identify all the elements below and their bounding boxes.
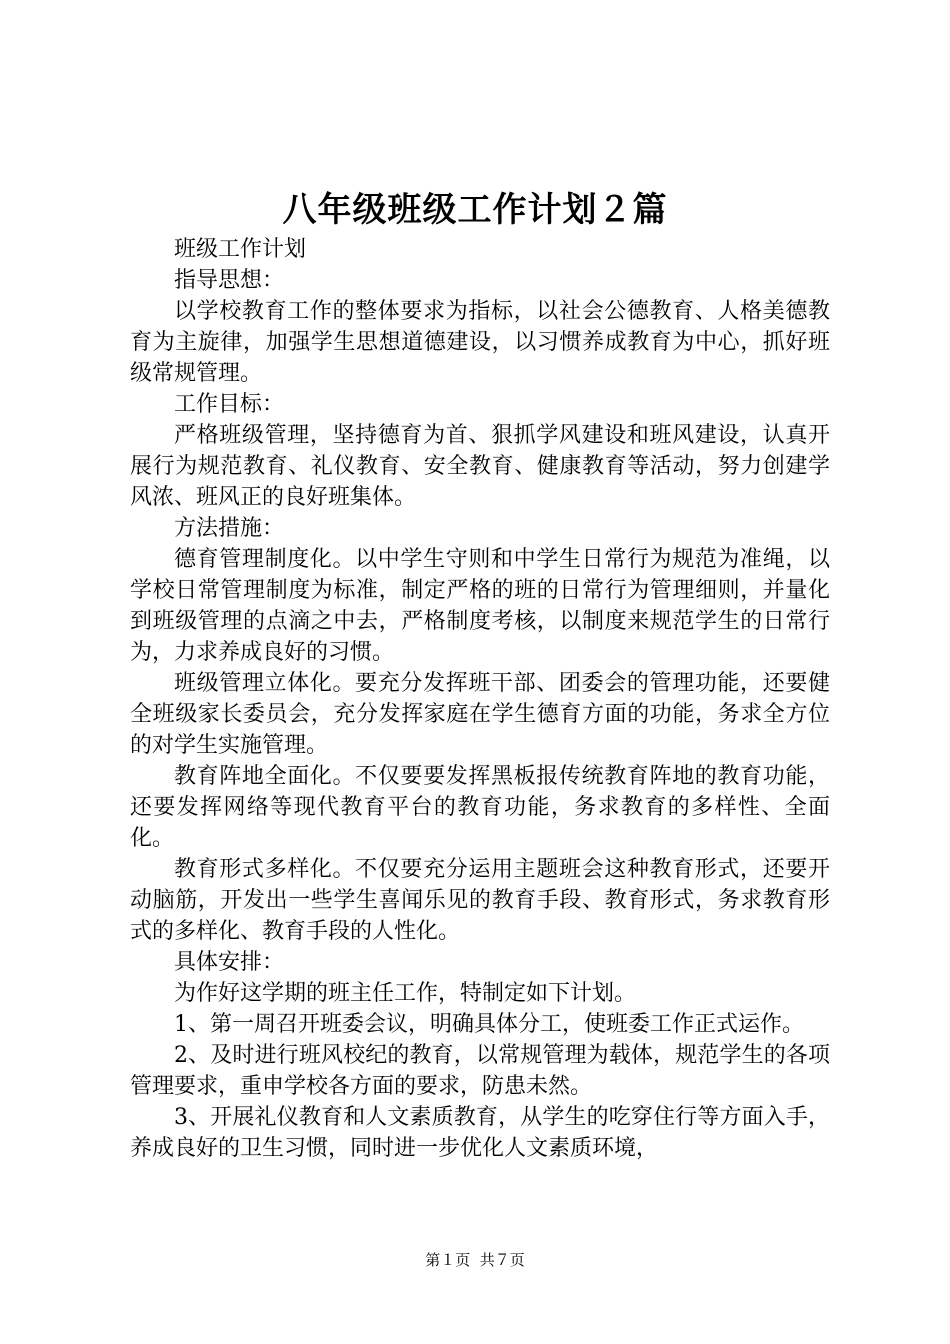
paragraph-methods-heading: 方法措施： (174, 516, 285, 541)
paragraph: 德育管理制度化。以中学生守则和中学生日常行为规范为准绳，以学校日常管理制度为标准，制定严格的班的日常行为管理细则，并量化到班级管理的点滴之中去，严格制度考核，以制度来规范学生的日常行为，力求养成良好的习惯。 (130, 547, 830, 665)
paragraph: 教育形式多样化。不仅要充分运用主题班会这种教育形式，还要开动脑筋，开发出一些学生喜闻乐见的教育手段、教育形式，务求教育形式的多样化、教育手段的人性化。 (130, 857, 830, 944)
paragraph-arrangement-heading: 具体安排： (174, 950, 285, 975)
paragraph: 严格班级管理，坚持德育为首、狠抓学风建设和班风建设，认真开展行为规范教育、礼仪教育、安全教育、健康教育等活动，努力创建学风浓、班风正的良好班集体。 (130, 423, 830, 510)
paragraph-guiding-ideology-heading: 指导思想： (174, 268, 285, 293)
paragraph-section-heading: 班级工作计划 (174, 237, 307, 262)
list-item: 1、第一周召开班委会议，明确具体分工，使班委工作正式运作。 (174, 1012, 804, 1037)
document-body (130, 234, 830, 1164)
paragraph: 为作好这学期的班主任工作，特制定如下计划。 (174, 981, 637, 1006)
page-number: 第１页 共７页 (425, 1251, 525, 1269)
list-item: 2、及时进行班风校纪的教育，以常规管理为载体，规范学生的各项管理要求，重申学校各方面的要求，防患未然。 (130, 1043, 830, 1099)
paragraph: 班级管理立体化。要充分发挥班干部、团委会的管理功能，还要健全班级家长委员会，充分发挥家庭在学生德育方面的功能，务求全方位的对学生实施管理。 (130, 671, 830, 758)
document-title: 八年级班级工作计划２篇 (282, 190, 668, 230)
paragraph: 以学校教育工作的整体要求为指标，以社会公德教育、人格美德教育为主旋律，加强学生思想道德建设，以习惯养成教育为中心，抓好班级常规管理。 (130, 299, 830, 386)
paragraph: 教育阵地全面化。不仅要要发挥黑板报传统教育阵地的教育功能，还要发挥网络等现代教育平台的教育功能，务求教育的多样性、全面化。 (130, 764, 830, 851)
list-item: 3、开展礼仪教育和人文素质教育，从学生的吃穿住行等方面入手，养成良好的卫生习惯，同时进一步优化人文素质环境， (130, 1105, 830, 1161)
paragraph-work-goals-heading: 工作目标： (174, 392, 285, 417)
page-footer (0, 1250, 950, 1270)
